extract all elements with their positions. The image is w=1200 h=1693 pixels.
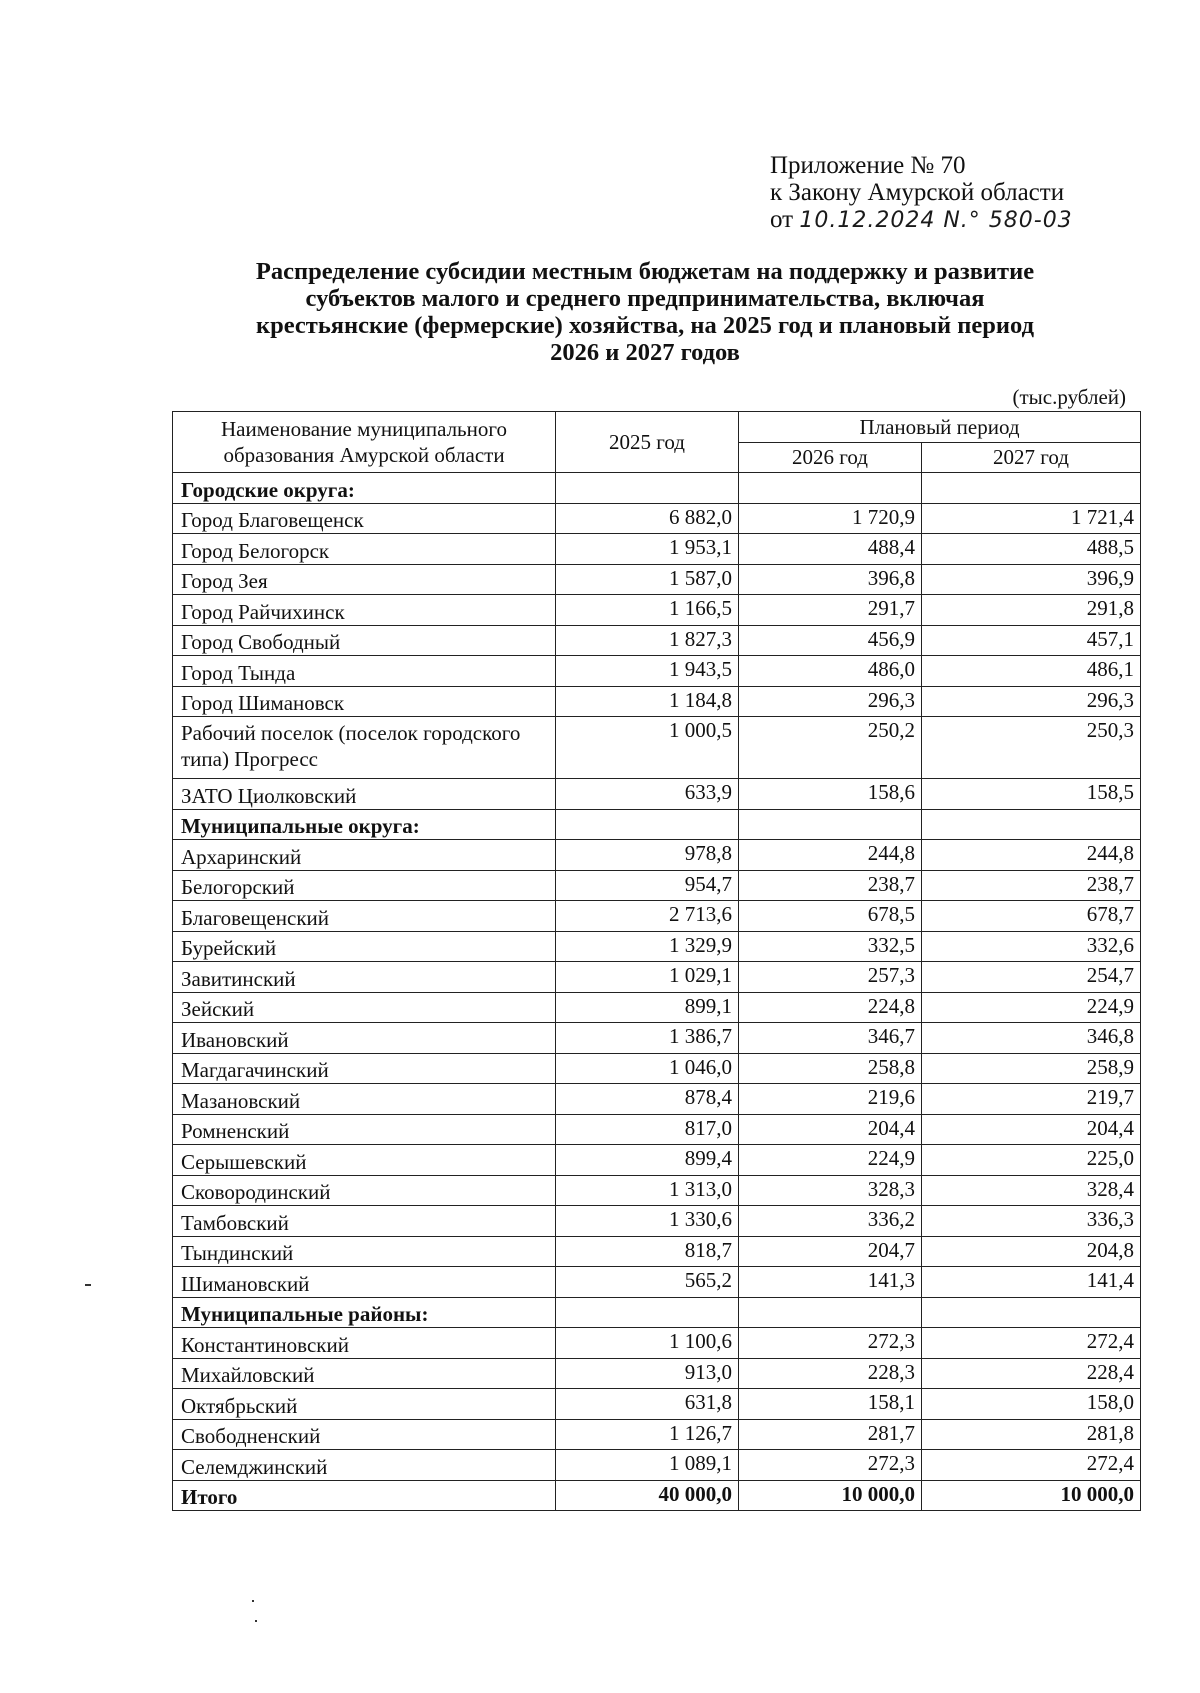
value-2026: 336,2 [739,1206,922,1237]
empty-cell [922,809,1141,840]
header-planned-period: Плановый период [739,412,1141,443]
title-line: Распределение субсидии местным бюджетам на поддержку и развитие [255,258,1035,285]
appendix-date [770,206,1073,234]
value-2027: 219,7 [922,1084,1141,1115]
municipality-name: Ивановский [173,1023,556,1054]
value-2027: 336,3 [922,1206,1141,1237]
table-row [173,717,1141,779]
municipality-name: Константиновский [173,1328,556,1359]
value-2027: 228,4 [922,1358,1141,1389]
table-row [173,1358,1141,1389]
municipality-name: Серышевский [173,1145,556,1176]
value-2025: 1 313,0 [556,1175,739,1206]
value-2026: 332,5 [739,931,922,962]
document-title [160,258,1130,366]
value-2025: 1 100,6 [556,1328,739,1359]
value-2026: 228,3 [739,1358,922,1389]
value-2026: 488,4 [739,534,922,565]
value-2027: 238,7 [922,870,1141,901]
section-row [173,1297,1141,1328]
municipality-name: Тамбовский [173,1206,556,1237]
value-2025: 1 046,0 [556,1053,739,1084]
value-2025: 1 000,5 [556,717,739,779]
value-2026: 328,3 [739,1175,922,1206]
table-row [173,1023,1141,1054]
municipality-name: Архаринский [173,840,556,871]
value-2026: 224,8 [739,992,922,1023]
value-2025: 1 029,1 [556,962,739,993]
value-2025: 1 126,7 [556,1419,739,1450]
municipality-name: Октябрьский [173,1389,556,1420]
table-row [173,992,1141,1023]
value-2027: 457,1 [922,625,1141,656]
value-2026: 291,7 [739,595,922,626]
municipality-name: Свободненский [173,1419,556,1450]
table-row [173,1267,1141,1298]
value-2025: 1 089,1 [556,1450,739,1481]
value-2027: 272,4 [922,1450,1141,1481]
value-2027: 1 721,4 [922,503,1141,534]
total-row [173,1480,1141,1511]
value-2027: 141,4 [922,1267,1141,1298]
value-2027: 224,9 [922,992,1141,1023]
value-2027: 158,0 [922,1389,1141,1420]
municipality-name: Город Зея [173,564,556,595]
table-body [173,473,1141,1511]
table-row [173,1206,1141,1237]
value-2025: 899,1 [556,992,739,1023]
value-2026: 244,8 [739,840,922,871]
municipality-name: Белогорский [173,870,556,901]
value-2025: 899,4 [556,1145,739,1176]
appendix-number: Приложение № 70 [770,152,966,179]
municipality-name: Рабочий поселок (поселок городского типа) Прогресс [173,717,556,779]
value-2026: 1 720,9 [739,503,922,534]
value-2026: 678,5 [739,901,922,932]
appendix-date-prefix: от [770,206,794,233]
value-2026: 158,6 [739,779,922,810]
value-2026: 204,4 [739,1114,922,1145]
value-2027: 244,8 [922,840,1141,871]
table-row [173,1114,1141,1145]
title-line: субъектов малого и среднего предпринимательства, включая [305,285,985,312]
table-row [173,870,1141,901]
table-row [173,595,1141,626]
value-2027: 204,8 [922,1236,1141,1267]
value-2026: 250,2 [739,717,922,779]
municipality-name: Ромненский [173,1114,556,1145]
municipality-name: Бурейский [173,931,556,962]
subsidy-table [172,411,1141,1511]
value-2027: 158,5 [922,779,1141,810]
unit-label: (тыс.рублей) [1012,385,1126,409]
municipality-name: Селемджинский [173,1450,556,1481]
empty-cell [556,1297,739,1328]
municipality-name: Город Благовещенск [173,503,556,534]
section-title: Муниципальные районы: [173,1297,556,1328]
value-2026: 257,3 [739,962,922,993]
value-2025: 633,9 [556,779,739,810]
municipality-name: Тындинский [173,1236,556,1267]
section-title: Городские округа: [173,473,556,504]
scan-speck [255,1620,257,1622]
value-2025: 2 713,6 [556,901,739,932]
value-2026: 141,3 [739,1267,922,1298]
value-2025: 818,7 [556,1236,739,1267]
value-2027: 250,3 [922,717,1141,779]
section-row [173,809,1141,840]
municipality-name: Зейский [173,992,556,1023]
municipality-name: Магдагачинский [173,1053,556,1084]
municipality-name: Михайловский [173,1358,556,1389]
value-2027: 272,4 [922,1328,1141,1359]
scan-speck [252,1600,254,1602]
value-2026: 258,8 [739,1053,922,1084]
value-2027: 254,7 [922,962,1141,993]
table-row [173,534,1141,565]
value-2027: 678,7 [922,901,1141,932]
total-2026: 10 000,0 [739,1480,922,1511]
title-line: 2026 и 2027 годов [550,339,740,366]
value-2025: 1 386,7 [556,1023,739,1054]
value-2027: 296,3 [922,686,1141,717]
municipality-name: Город Свободный [173,625,556,656]
table-row [173,840,1141,871]
municipality-name: Город Шимановск [173,686,556,717]
value-2027: 225,0 [922,1145,1141,1176]
value-2025: 1 587,0 [556,564,739,595]
municipality-name: Город Райчихинск [173,595,556,626]
value-2025: 6 882,0 [556,503,739,534]
header-2025: 2025 год [556,412,739,473]
value-2025: 817,0 [556,1114,739,1145]
table-row [173,656,1141,687]
empty-cell [556,473,739,504]
value-2026: 224,9 [739,1145,922,1176]
value-2026: 272,3 [739,1450,922,1481]
table-row [173,686,1141,717]
empty-cell [556,809,739,840]
table-row [173,962,1141,993]
municipality-name: ЗАТО Циолковский [173,779,556,810]
section-row [173,473,1141,504]
value-2025: 1 827,3 [556,625,739,656]
title-line: крестьянские (фермерские) хозяйства, на 2025 год и плановый период [256,312,1034,339]
total-2025: 40 000,0 [556,1480,739,1511]
value-2026: 281,7 [739,1419,922,1450]
section-title: Муниципальные округа: [173,809,556,840]
table-row [173,1084,1141,1115]
table-row [173,503,1141,534]
value-2027: 346,8 [922,1023,1141,1054]
value-2026: 396,8 [739,564,922,595]
value-2027: 486,1 [922,656,1141,687]
municipality-name: Город Белогорск [173,534,556,565]
value-2025: 1 330,6 [556,1206,739,1237]
value-2026: 238,7 [739,870,922,901]
table-row [173,1419,1141,1450]
empty-cell [739,1297,922,1328]
value-2026: 346,7 [739,1023,922,1054]
value-2026: 204,7 [739,1236,922,1267]
value-2027: 396,9 [922,564,1141,595]
municipality-name: Благовещенский [173,901,556,932]
empty-cell [739,809,922,840]
table-row [173,779,1141,810]
value-2025: 1 943,5 [556,656,739,687]
header-2027: 2027 год [922,442,1141,473]
handwritten-date-number: 10.12.2024 N.° 580-03 [799,208,1073,233]
value-2025: 1 166,5 [556,595,739,626]
table-row [173,1389,1141,1420]
header-municipality: Наименование муниципального образования Амурской области [173,412,556,473]
total-label: Итого [173,1480,556,1511]
value-2026: 219,6 [739,1084,922,1115]
value-2025: 631,8 [556,1389,739,1420]
appendix-law: к Закону Амурской области [770,179,1065,206]
table-row [173,1236,1141,1267]
value-2027: 291,8 [922,595,1141,626]
value-2026: 158,1 [739,1389,922,1420]
value-2027: 204,4 [922,1114,1141,1145]
value-2026: 272,3 [739,1328,922,1359]
value-2027: 328,4 [922,1175,1141,1206]
value-2026: 486,0 [739,656,922,687]
value-2027: 281,8 [922,1419,1141,1450]
value-2025: 878,4 [556,1084,739,1115]
empty-cell [922,473,1141,504]
table-row [173,901,1141,932]
value-2027: 258,9 [922,1053,1141,1084]
scan-speck [85,1284,91,1286]
value-2027: 332,6 [922,931,1141,962]
value-2027: 488,5 [922,534,1141,565]
municipality-name: Завитинский [173,962,556,993]
table-row [173,1053,1141,1084]
municipality-name: Сковородинский [173,1175,556,1206]
municipality-name: Мазановский [173,1084,556,1115]
empty-cell [922,1297,1141,1328]
municipality-name: Шимановский [173,1267,556,1298]
value-2025: 1 184,8 [556,686,739,717]
value-2025: 978,8 [556,840,739,871]
value-2026: 456,9 [739,625,922,656]
value-2025: 954,7 [556,870,739,901]
municipality-name: Город Тында [173,656,556,687]
table-row [173,931,1141,962]
value-2025: 565,2 [556,1267,739,1298]
value-2026: 296,3 [739,686,922,717]
table-row [173,1175,1141,1206]
table-row [173,1328,1141,1359]
table-row [173,625,1141,656]
table-row [173,1145,1141,1176]
empty-cell [739,473,922,504]
header-2026: 2026 год [739,442,922,473]
value-2025: 913,0 [556,1358,739,1389]
total-2027: 10 000,0 [922,1480,1141,1511]
value-2025: 1 953,1 [556,534,739,565]
value-2025: 1 329,9 [556,931,739,962]
table-row [173,1450,1141,1481]
appendix-header [770,152,1073,234]
table-row [173,564,1141,595]
